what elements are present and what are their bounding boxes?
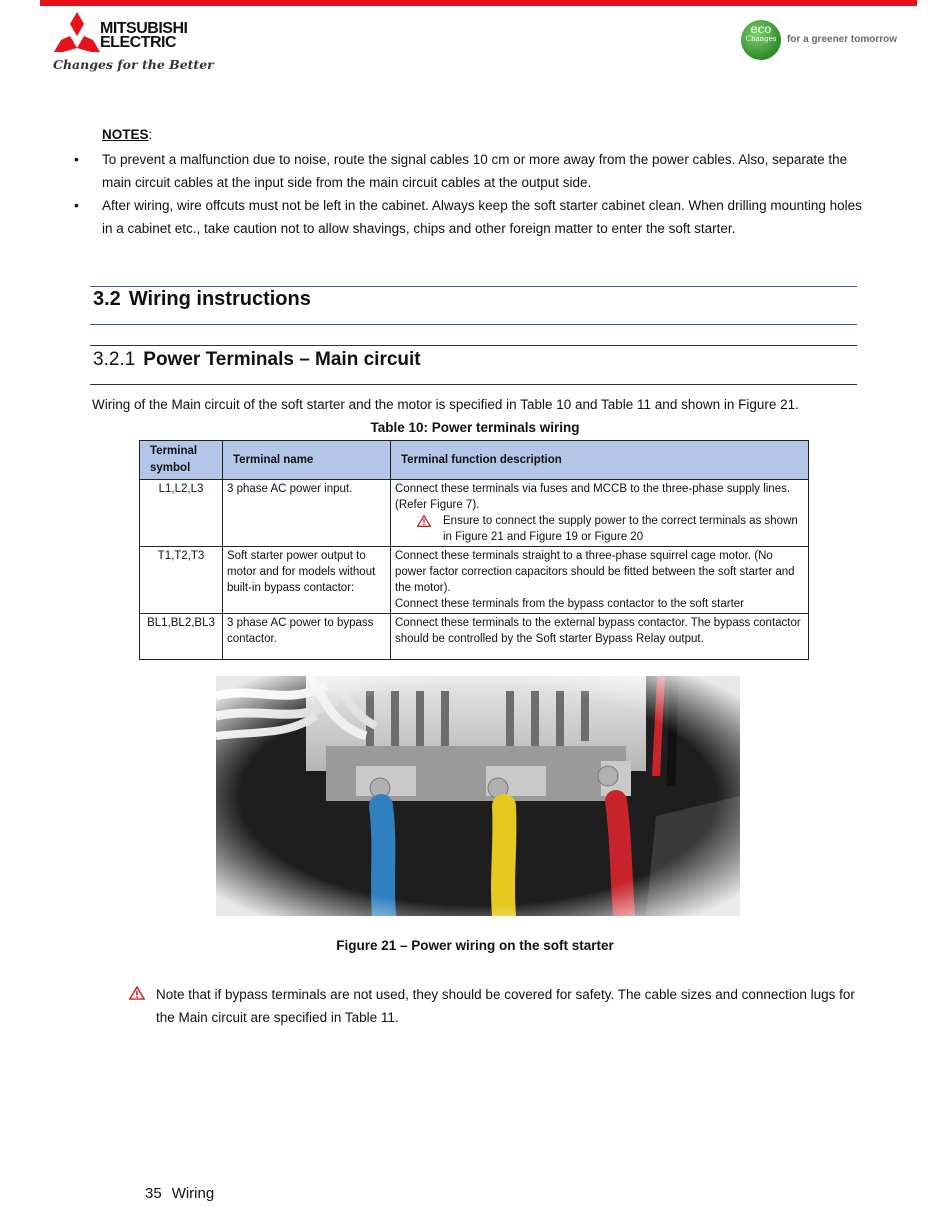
bullet: • xyxy=(74,197,79,213)
power-terminals-table xyxy=(139,440,809,660)
warning-triangle-icon xyxy=(417,515,431,527)
terminal-symbol: L1,L2,L3 xyxy=(140,480,223,547)
soft-starter-wiring-photo xyxy=(216,676,740,916)
mitsubishi-logo xyxy=(52,12,214,74)
eco-changes-logo xyxy=(741,20,906,62)
notes-title: NOTES: xyxy=(102,127,153,142)
col-header-name: Terminal name xyxy=(223,441,391,480)
table-row xyxy=(140,480,809,547)
terminal-description: Connect these terminals via fuses and MCCB to the three-phase supply lines. (Refer Figure 7). Ensure to connect the supply power to the correct terminals as shown in Figure 21 and Figure 19 or Figure 20 xyxy=(391,480,809,547)
bypass-safety-note: Note that if bypass terminals are not used, they should be covered for safety. The cable sizes and connection lugs for the Main circuit are specified in Table 11. xyxy=(156,987,855,1025)
table-row xyxy=(140,547,809,614)
page-number: 35 xyxy=(145,1185,162,1202)
terminal-name: Soft starter power output to motor and for models without built-in bypass contactor: xyxy=(223,547,391,614)
supply-warning: Ensure to connect the supply power to the correct terminals as shown in Figure 21 and Figure 19 or Figure 20 xyxy=(395,513,804,545)
top-accent-bar xyxy=(40,0,917,6)
table-row xyxy=(140,614,809,660)
col-header-symbol: Terminal symbol xyxy=(140,441,223,480)
intro-text: Wiring of the Main circuit of the soft starter and the motor is specified in Table 10 and Table 11 and shown in Figure 21. xyxy=(92,397,799,412)
note-item: • To prevent a malfunction due to noise, route the signal cables 10 cm or more away from the power cables. Also, separate the main circuit cables at the input side from the main circuit cables at the output side. xyxy=(102,148,862,194)
subsection-heading: 3.2.1 Power Terminals – Main circuit xyxy=(93,349,421,370)
subsection-rule-bottom xyxy=(90,384,857,385)
eco-tagline: for a greener tomorrow xyxy=(787,34,898,45)
terminal-description: Connect these terminals straight to a three-phase squirrel cage motor. (No power factor correction capacitors should be fitted between the soft starter and the motor). Connect these terminals from the bypass contactor to the soft starter xyxy=(391,547,809,614)
terminal-name: 3 phase AC power input. xyxy=(223,480,391,547)
terminal-description: Connect these terminals to the external bypass contactor. The bypass contactor should be controlled by the Soft starter Bypass Relay output. xyxy=(391,614,809,660)
bullet: • xyxy=(74,151,79,167)
eco-word: eco xyxy=(750,22,772,36)
page-footer xyxy=(145,1185,214,1202)
section-rule-top xyxy=(90,286,857,287)
table-header-row xyxy=(140,441,809,480)
figure-caption: Figure 21 – Power wiring on the soft starter xyxy=(336,938,614,953)
terminal-name: 3 phase AC power to bypass contactor. xyxy=(223,614,391,660)
table-caption: Table 10: Power terminals wiring xyxy=(370,420,580,435)
terminal-symbol: T1,T2,T3 xyxy=(140,547,223,614)
three-diamonds-icon xyxy=(52,12,102,54)
brand-name: MITSUBISHI ELECTRIC xyxy=(100,20,188,51)
terminal-symbol: BL1,BL2,BL3 xyxy=(140,614,223,660)
brand-tagline: Changes for the Better xyxy=(53,57,214,72)
note-item: • After wiring, wire offcuts must not be left in the cabinet. Always keep the soft starter cabinet clean. When drilling mounting holes in a cabinet etc., take caution not to allow shavings, chips and other foreign matter to enter the soft starter. xyxy=(102,194,862,240)
col-header-description: Terminal function description xyxy=(391,441,809,480)
warning-triangle-icon xyxy=(129,986,145,1000)
footer-section: Wiring xyxy=(171,1185,215,1202)
section-heading: 3.2 Wiring instructions xyxy=(93,288,311,310)
eco-sub: Changes xyxy=(745,35,777,43)
section-rule-bottom xyxy=(90,324,857,325)
subsection-rule-top xyxy=(90,345,857,346)
